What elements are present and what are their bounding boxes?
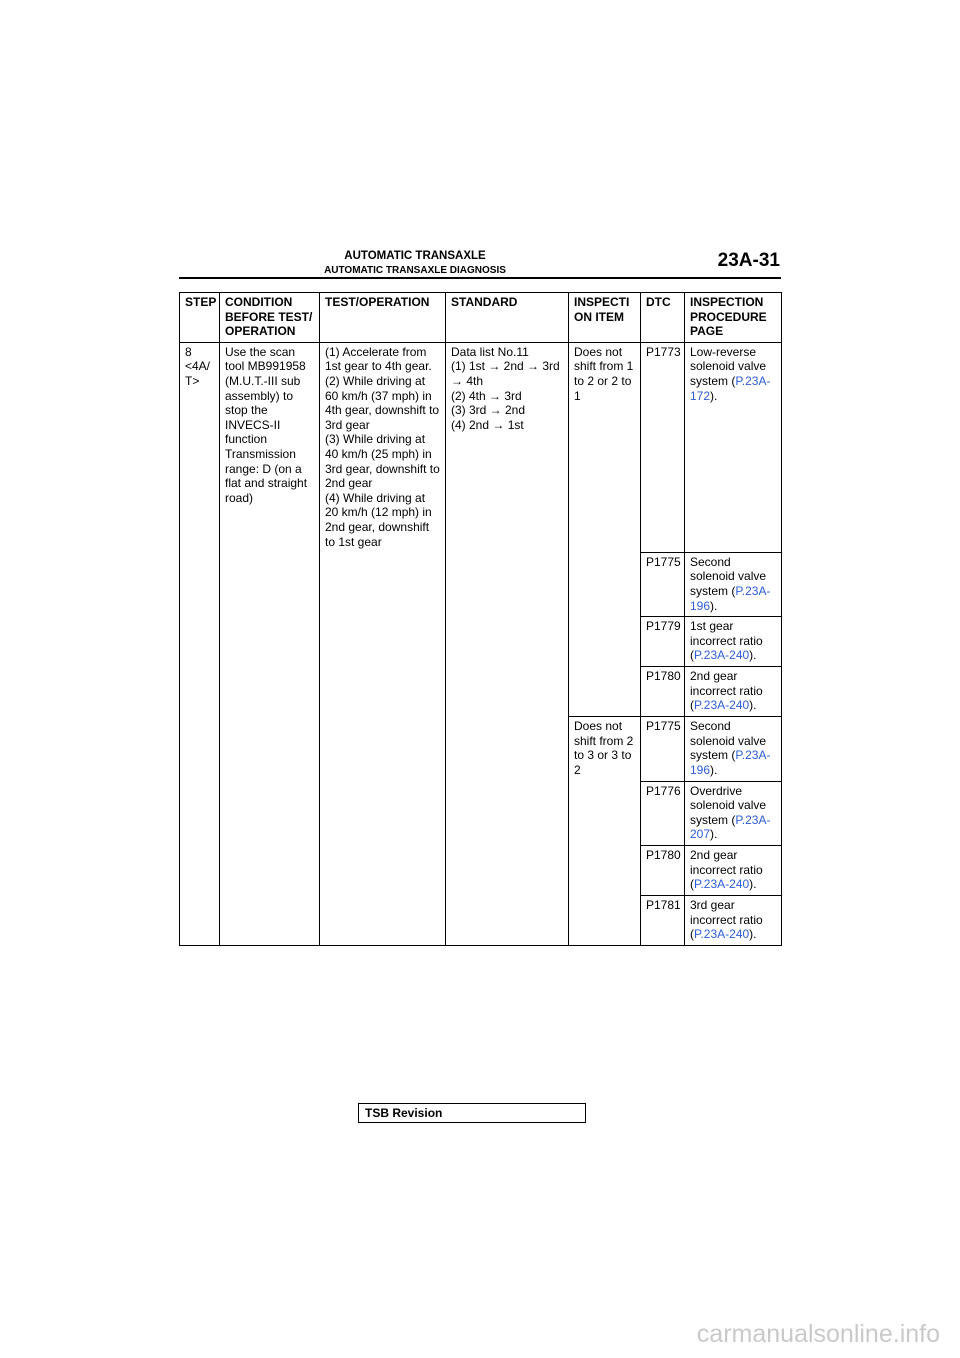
inspection-item-cell: Does not shift from 2 to 3 or 3 to 2 <box>569 717 641 946</box>
procedure-cell <box>685 342 782 552</box>
tsb-revision-box: TSB Revision <box>358 1103 586 1123</box>
procedure-cell <box>685 895 782 945</box>
table-row <box>180 342 782 552</box>
table-header-row <box>180 293 782 343</box>
procedure-page-link[interactable]: P.23A-207 <box>690 812 771 842</box>
procedure-end: ). <box>749 648 757 663</box>
dtc-cell: P1780 <box>641 667 685 717</box>
procedure-text: Overdrive solenoid valve system ( <box>690 783 767 827</box>
procedure-page-link[interactable]: P.23A-172 <box>690 373 771 403</box>
dtc-cell: P1775 <box>641 552 685 616</box>
page-number: 23A-31 <box>717 250 780 271</box>
column-header: INSPECTI ON ITEM <box>569 293 641 343</box>
condition-cell: Use the scan tool MB991958 (M.U.T.-III sub assembly) to stop the INVECS-II function Transmission range: D (on a flat and straight road) <box>220 342 320 945</box>
watermark: carmanualsonline.info <box>696 1320 940 1348</box>
procedure-end: ). <box>749 877 757 892</box>
procedure-cell <box>685 717 782 781</box>
procedure-cell <box>685 552 782 616</box>
procedure-text: Low-reverse solenoid valve system ( <box>690 344 767 388</box>
procedure-end: ). <box>710 762 718 777</box>
inspection-item-cell: Does not shift from 1 to 2 or 2 to 1 <box>569 342 641 716</box>
procedure-page-link[interactable]: P.23A-240 <box>694 698 750 713</box>
dtc-cell: P1773 <box>641 342 685 552</box>
column-header: INSPECTION PROCEDURE PAGE <box>685 293 782 343</box>
procedure-page-link[interactable]: P.23A-196 <box>690 583 771 613</box>
column-header: STEP <box>180 293 220 343</box>
procedure-cell <box>685 845 782 895</box>
procedure-page-link[interactable]: P.23A-240 <box>694 927 750 942</box>
column-header: DTC <box>641 293 685 343</box>
procedure-end: ). <box>749 698 757 713</box>
header-rule <box>179 277 781 279</box>
column-header: TEST/OPERATION <box>320 293 446 343</box>
section-title: AUTOMATIC TRANSAXLE <box>344 250 486 262</box>
dtc-cell: P1781 <box>641 895 685 945</box>
column-header: STANDARD <box>446 293 569 343</box>
procedure-end: ). <box>710 598 718 613</box>
procedure-text: 1st gear incorrect ratio ( <box>690 619 763 663</box>
procedure-cell <box>685 781 782 845</box>
section-subtitle: AUTOMATIC TRANSAXLE DIAGNOSIS <box>324 265 506 276</box>
dtc-cell: P1775 <box>641 717 685 781</box>
dtc-cell: P1780 <box>641 845 685 895</box>
standard-cell: Data list No.11 (1) 1st → 2nd → 3rd → 4th (2) 4th → 3rd (3) 3rd → 2nd (4) 2nd → 1st <box>446 342 569 945</box>
procedure-text: Second solenoid valve system ( <box>690 719 767 763</box>
dtc-cell: P1779 <box>641 617 685 667</box>
procedure-text: 2nd gear incorrect ratio ( <box>690 669 763 713</box>
procedure-cell <box>685 617 782 667</box>
procedure-page-link[interactable]: P.23A-240 <box>694 877 750 892</box>
procedure-end: ). <box>749 927 757 942</box>
test-operation-cell: (1) Accelerate from 1st gear to 4th gear. (2) While driving at 60 km/h (37 mph) in 4th gear, downshift to 3rd gear (3) While driving at 40 km/h (25 mph) in 3rd gear, downshift to 2nd gear (4) While driving at 20 km/h (12 mph) in 2nd gear, downshift to 1st gear <box>320 342 446 945</box>
column-header: CONDITION BEFORE TEST/ OPERATION <box>220 293 320 343</box>
procedure-cell <box>685 667 782 717</box>
procedure-page-link[interactable]: P.23A-196 <box>690 748 771 777</box>
dtc-cell: P1776 <box>641 781 685 845</box>
procedure-end: ). <box>710 827 718 842</box>
diagnosis-table <box>179 292 782 946</box>
procedure-text: 2nd gear incorrect ratio ( <box>690 847 763 892</box>
procedure-text: 3rd gear incorrect ratio ( <box>690 897 763 942</box>
procedure-text: Second solenoid valve system ( <box>690 554 767 598</box>
procedure-page-link[interactable]: P.23A-240 <box>694 648 750 663</box>
procedure-end: ). <box>710 388 718 403</box>
step-cell: 8 <4A/ T> <box>180 342 220 945</box>
